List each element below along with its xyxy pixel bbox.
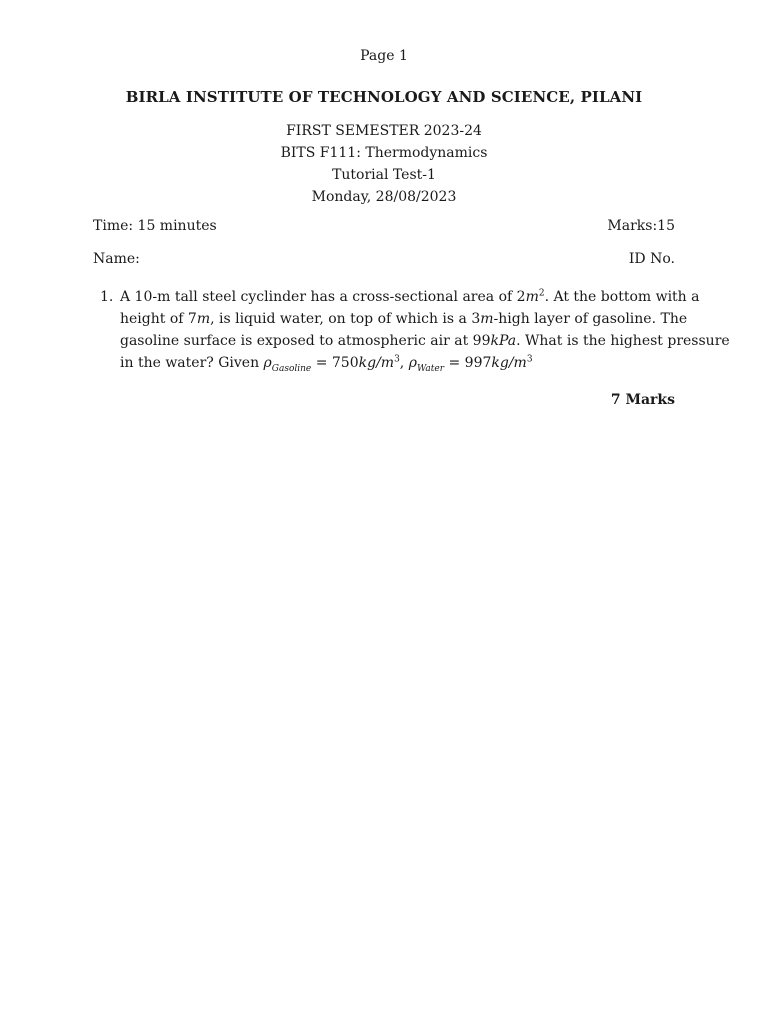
exam-date: Monday, 28/08/2023: [311, 189, 457, 205]
time-marks-row: [93, 218, 675, 234]
question-line-2: height of 7m, is liquid water, on top of which is a 3m-high layer of gasoline. The: [120, 311, 688, 327]
institute-name: BIRLA INSTITUTE OF TECHNOLOGY AND SCIENCE, PILANI: [125, 88, 643, 106]
question-marks: 7 Marks: [610, 392, 675, 408]
name-label: Name:: [93, 251, 140, 267]
question-number: 1.: [100, 289, 114, 305]
question-text: [120, 286, 730, 374]
question-line-4: in the water? Given $\rho_{Gasoline} = 750kg/m^3$, $\rho_{Water} = 997kg/m^3$: [120, 354, 533, 374]
time-label: Time: 15 minutes: [93, 218, 217, 234]
question-1: [100, 286, 730, 374]
test-title: Tutorial Test-1: [332, 167, 436, 183]
total-marks-label: Marks:15: [607, 218, 675, 234]
question-line-3: gasoline surface is exposed to atmospheric air at 99kPa. What is the highest pressure: [120, 333, 730, 349]
page-number: Page 1: [360, 48, 408, 64]
exam-header: [0, 120, 768, 208]
id-label: ID No.: [628, 251, 675, 267]
question-line-1: A 10-m tall steel cyclinder has a cross-sectional area of $2m^2$. At the bottom with a: [120, 288, 700, 305]
name-id-row: [93, 251, 675, 267]
course-line: BITS F111: Thermodynamics: [280, 145, 488, 161]
semester-line: FIRST SEMESTER 2023-24: [286, 123, 482, 139]
